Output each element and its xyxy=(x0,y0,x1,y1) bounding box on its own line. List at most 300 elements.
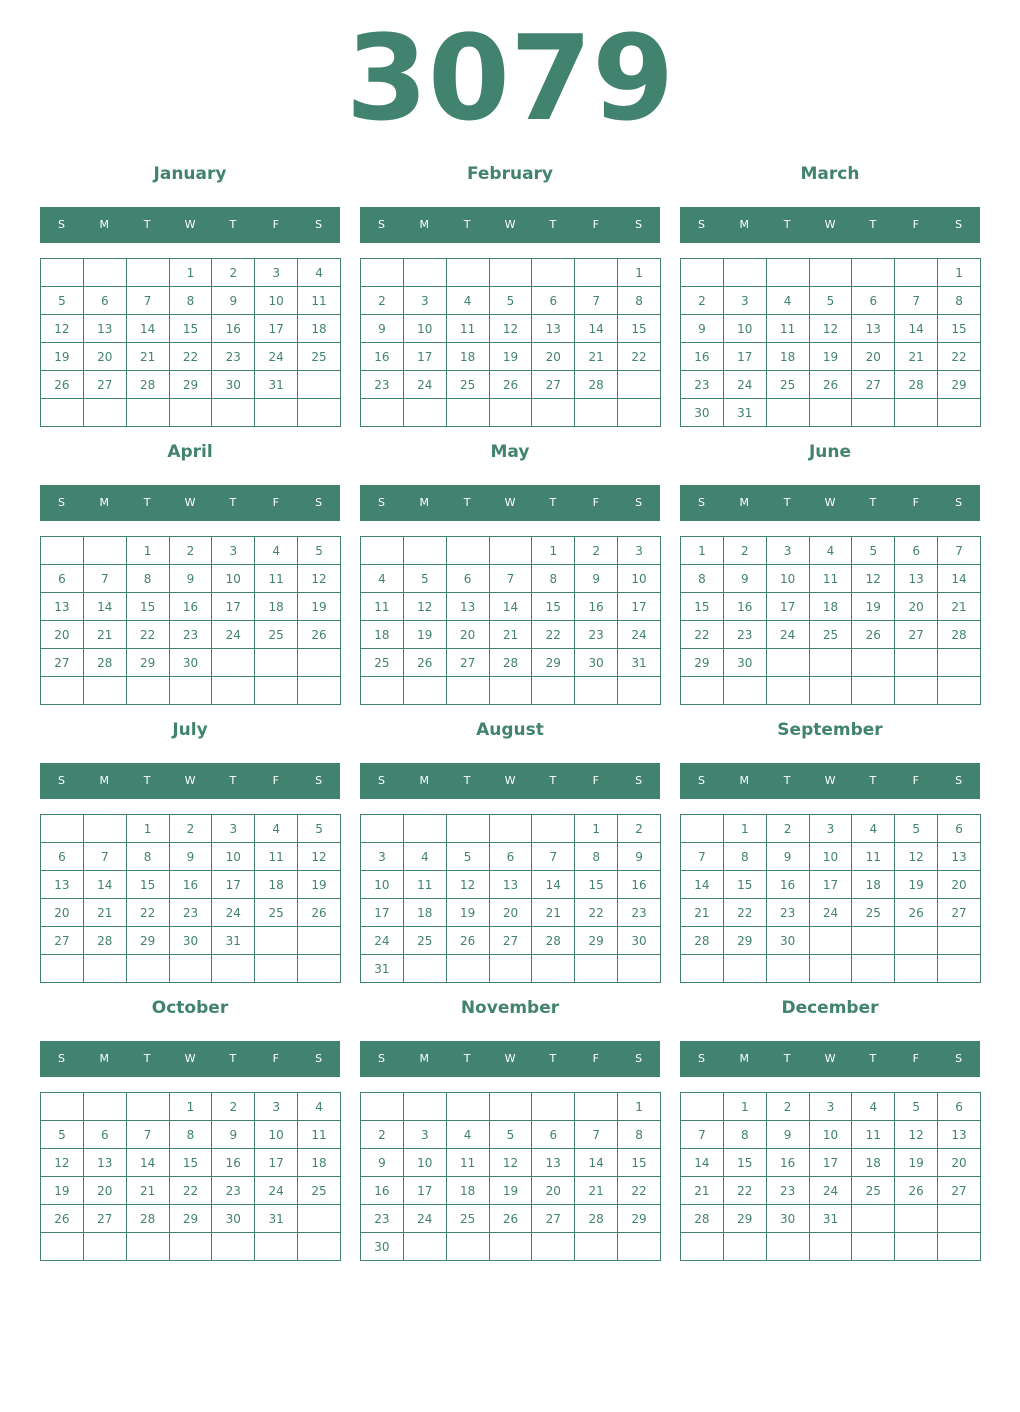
day-cell: 24 xyxy=(403,371,446,399)
day-cell xyxy=(126,1233,169,1261)
day-cell: 25 xyxy=(446,1205,489,1233)
day-cell: 8 xyxy=(169,287,212,315)
day-cell: 5 xyxy=(446,843,489,871)
weekday-label: T xyxy=(463,496,471,509)
day-cell: 15 xyxy=(618,315,661,343)
day-cell: 6 xyxy=(938,1093,981,1121)
day-cell: 4 xyxy=(403,843,446,871)
day-cell: 19 xyxy=(403,621,446,649)
day-cell xyxy=(489,1093,532,1121)
week-row xyxy=(361,1177,661,1205)
week-row xyxy=(41,399,341,427)
day-cell: 23 xyxy=(212,1177,255,1205)
day-cell: 28 xyxy=(489,649,532,677)
day-cell: 10 xyxy=(723,315,766,343)
weekday-label: S xyxy=(377,774,385,787)
day-cell: 21 xyxy=(895,343,938,371)
day-cell xyxy=(895,927,938,955)
day-cell: 11 xyxy=(446,1149,489,1177)
day-cell xyxy=(403,537,446,565)
day-cell: 8 xyxy=(723,843,766,871)
day-cell: 22 xyxy=(618,343,661,371)
week-row xyxy=(41,899,341,927)
week-row xyxy=(681,315,981,343)
week-row xyxy=(681,1121,981,1149)
day-cell xyxy=(575,955,618,983)
weekday-label: T xyxy=(783,774,791,787)
day-cell: 18 xyxy=(255,871,298,899)
week-row xyxy=(41,371,341,399)
day-cell xyxy=(532,677,575,705)
day-cell xyxy=(618,1233,661,1261)
day-cell: 4 xyxy=(852,1093,895,1121)
day-cell: 30 xyxy=(169,649,212,677)
month-title: April xyxy=(167,442,213,462)
day-cell xyxy=(83,537,126,565)
weekday-label: T xyxy=(229,1052,237,1065)
month-june xyxy=(680,438,980,706)
day-cell: 12 xyxy=(895,1121,938,1149)
day-cell: 30 xyxy=(723,649,766,677)
week-row xyxy=(361,649,661,677)
day-cell: 18 xyxy=(809,593,852,621)
day-cell: 23 xyxy=(361,371,404,399)
weekday-label: T xyxy=(869,1052,877,1065)
day-cell: 15 xyxy=(723,871,766,899)
weekday-label: S xyxy=(955,496,963,509)
weekday-label: T xyxy=(143,218,151,231)
day-cell xyxy=(403,677,446,705)
weekday-label: T xyxy=(783,218,791,231)
weekday-label: F xyxy=(272,774,279,787)
day-cell: 31 xyxy=(255,1205,298,1233)
month-title: June xyxy=(808,442,852,462)
day-cell: 10 xyxy=(212,565,255,593)
weekday-label: F xyxy=(912,1052,919,1065)
day-cell xyxy=(361,537,404,565)
day-cell: 15 xyxy=(169,315,212,343)
day-cell: 10 xyxy=(361,871,404,899)
day-cell: 10 xyxy=(255,287,298,315)
day-cell xyxy=(766,677,809,705)
weekday-header xyxy=(40,1041,340,1077)
weekday-label: F xyxy=(912,496,919,509)
week-row xyxy=(41,871,341,899)
day-cell xyxy=(681,259,724,287)
week-row xyxy=(41,343,341,371)
week-row xyxy=(361,287,661,315)
day-cell: 7 xyxy=(126,1121,169,1149)
day-cell: 16 xyxy=(169,871,212,899)
day-cell: 7 xyxy=(681,1121,724,1149)
day-cell xyxy=(575,399,618,427)
day-cell: 2 xyxy=(766,1093,809,1121)
day-cell: 18 xyxy=(298,315,341,343)
day-cell: 9 xyxy=(766,843,809,871)
week-row xyxy=(361,315,661,343)
day-cell xyxy=(895,399,938,427)
day-cell: 24 xyxy=(403,1205,446,1233)
day-cell xyxy=(809,259,852,287)
weekday-label: S xyxy=(697,496,705,509)
day-cell: 1 xyxy=(532,537,575,565)
day-cell: 25 xyxy=(852,899,895,927)
day-cell: 5 xyxy=(41,1121,84,1149)
day-cell: 2 xyxy=(169,537,212,565)
weekday-header xyxy=(680,1041,980,1077)
year-title: 3079 xyxy=(345,9,675,147)
month-april xyxy=(40,438,340,706)
day-cell: 15 xyxy=(532,593,575,621)
week-row xyxy=(41,621,341,649)
day-cell: 18 xyxy=(852,871,895,899)
day-cell xyxy=(361,677,404,705)
day-cell: 16 xyxy=(212,1149,255,1177)
weekday-label: W xyxy=(824,218,836,231)
day-cell: 18 xyxy=(361,621,404,649)
day-cell: 25 xyxy=(255,621,298,649)
day-cell: 13 xyxy=(895,565,938,593)
day-cell: 29 xyxy=(723,1205,766,1233)
day-cell xyxy=(361,1093,404,1121)
day-cell xyxy=(169,399,212,427)
day-cell: 28 xyxy=(575,1205,618,1233)
month-march xyxy=(680,160,980,428)
day-cell: 16 xyxy=(766,1149,809,1177)
day-cell xyxy=(298,1233,341,1261)
day-cell: 19 xyxy=(489,1177,532,1205)
day-cell xyxy=(83,677,126,705)
day-cell: 22 xyxy=(532,621,575,649)
day-cell: 27 xyxy=(532,1205,575,1233)
day-cell: 12 xyxy=(41,1149,84,1177)
month-july xyxy=(40,716,340,984)
day-cell xyxy=(489,1233,532,1261)
day-cell: 14 xyxy=(575,1149,618,1177)
day-cell: 11 xyxy=(403,871,446,899)
day-cell: 7 xyxy=(895,287,938,315)
day-cell: 24 xyxy=(766,621,809,649)
day-cell: 12 xyxy=(298,843,341,871)
day-cell: 22 xyxy=(618,1177,661,1205)
day-cell: 17 xyxy=(255,1149,298,1177)
weekday-header xyxy=(360,207,660,243)
day-cell: 28 xyxy=(575,371,618,399)
week-row xyxy=(361,537,661,565)
day-cell: 30 xyxy=(618,927,661,955)
day-cell xyxy=(126,955,169,983)
day-cell xyxy=(852,677,895,705)
weekday-label: F xyxy=(592,496,599,509)
day-cell: 10 xyxy=(766,565,809,593)
weekday-label: W xyxy=(504,1052,516,1065)
day-cell: 23 xyxy=(618,899,661,927)
day-cell: 24 xyxy=(212,899,255,927)
day-cell xyxy=(41,815,84,843)
day-cell xyxy=(83,955,126,983)
day-cell: 9 xyxy=(361,1149,404,1177)
day-cell: 4 xyxy=(255,815,298,843)
day-cell xyxy=(618,677,661,705)
day-cell: 4 xyxy=(852,815,895,843)
day-cell: 21 xyxy=(575,1177,618,1205)
day-cell: 5 xyxy=(489,1121,532,1149)
day-cell xyxy=(361,259,404,287)
day-grid xyxy=(40,536,341,705)
day-cell: 9 xyxy=(169,843,212,871)
day-cell: 30 xyxy=(575,649,618,677)
day-cell: 17 xyxy=(403,1177,446,1205)
day-cell: 17 xyxy=(212,871,255,899)
day-cell xyxy=(446,955,489,983)
day-cell xyxy=(83,815,126,843)
day-cell: 7 xyxy=(681,843,724,871)
day-cell: 13 xyxy=(41,871,84,899)
day-cell: 11 xyxy=(255,843,298,871)
day-cell: 27 xyxy=(446,649,489,677)
week-row xyxy=(681,677,981,705)
week-row xyxy=(361,871,661,899)
day-cell: 29 xyxy=(532,649,575,677)
day-cell: 5 xyxy=(852,537,895,565)
day-cell: 6 xyxy=(446,565,489,593)
day-cell: 2 xyxy=(212,259,255,287)
week-row xyxy=(361,371,661,399)
week-row xyxy=(41,649,341,677)
day-cell: 2 xyxy=(361,287,404,315)
day-cell xyxy=(938,399,981,427)
day-cell xyxy=(446,815,489,843)
day-cell: 12 xyxy=(895,843,938,871)
day-cell: 15 xyxy=(618,1149,661,1177)
weekday-label: T xyxy=(463,774,471,787)
weekday-label: T xyxy=(783,1052,791,1065)
day-cell: 20 xyxy=(938,871,981,899)
week-row xyxy=(361,343,661,371)
day-cell: 14 xyxy=(83,593,126,621)
day-cell xyxy=(126,399,169,427)
day-cell: 23 xyxy=(766,899,809,927)
day-cell xyxy=(41,259,84,287)
week-row xyxy=(681,899,981,927)
day-cell: 26 xyxy=(41,1205,84,1233)
week-row xyxy=(361,1149,661,1177)
day-cell: 22 xyxy=(126,899,169,927)
weekday-label: S xyxy=(57,774,65,787)
day-cell: 19 xyxy=(895,871,938,899)
day-cell: 22 xyxy=(126,621,169,649)
week-row xyxy=(681,371,981,399)
day-cell xyxy=(489,259,532,287)
day-cell xyxy=(126,259,169,287)
weekday-label: S xyxy=(315,1052,323,1065)
day-cell: 3 xyxy=(403,287,446,315)
day-cell: 21 xyxy=(532,899,575,927)
day-cell: 2 xyxy=(723,537,766,565)
day-cell xyxy=(298,399,341,427)
weekday-label: F xyxy=(272,218,279,231)
weekday-label: S xyxy=(697,218,705,231)
day-cell: 17 xyxy=(618,593,661,621)
day-cell: 10 xyxy=(618,565,661,593)
day-cell xyxy=(41,677,84,705)
day-cell xyxy=(809,955,852,983)
day-cell: 9 xyxy=(766,1121,809,1149)
day-cell: 9 xyxy=(575,565,618,593)
day-cell: 16 xyxy=(575,593,618,621)
week-row xyxy=(681,1149,981,1177)
day-cell: 10 xyxy=(212,843,255,871)
day-cell: 15 xyxy=(938,315,981,343)
day-cell: 11 xyxy=(255,565,298,593)
day-cell: 20 xyxy=(446,621,489,649)
day-cell: 27 xyxy=(83,371,126,399)
day-cell: 31 xyxy=(255,371,298,399)
day-cell: 20 xyxy=(41,621,84,649)
day-grid xyxy=(40,1092,341,1261)
day-cell: 12 xyxy=(809,315,852,343)
day-cell: 2 xyxy=(681,287,724,315)
day-cell: 12 xyxy=(403,593,446,621)
weekday-label: T xyxy=(869,218,877,231)
day-cell: 6 xyxy=(532,287,575,315)
weekday-label: W xyxy=(184,774,196,787)
week-row xyxy=(41,1093,341,1121)
day-cell: 8 xyxy=(126,843,169,871)
day-cell xyxy=(681,1093,724,1121)
day-cell: 19 xyxy=(852,593,895,621)
week-row xyxy=(681,955,981,983)
day-cell xyxy=(255,955,298,983)
weekday-label: S xyxy=(955,774,963,787)
weekday-label: F xyxy=(912,774,919,787)
weekday-label: T xyxy=(549,218,557,231)
weekday-label: S xyxy=(955,218,963,231)
day-cell: 21 xyxy=(575,343,618,371)
day-cell xyxy=(403,1093,446,1121)
day-cell: 7 xyxy=(938,537,981,565)
weekday-label: W xyxy=(504,774,516,787)
day-cell: 27 xyxy=(938,899,981,927)
day-cell: 13 xyxy=(83,1149,126,1177)
weekday-label: M xyxy=(739,496,750,509)
day-cell xyxy=(532,815,575,843)
day-cell: 11 xyxy=(809,565,852,593)
weekday-label: F xyxy=(272,1052,279,1065)
day-cell xyxy=(83,1093,126,1121)
month-title: December xyxy=(781,998,879,1018)
weekday-label: S xyxy=(635,218,643,231)
day-cell xyxy=(895,649,938,677)
day-cell: 7 xyxy=(575,1121,618,1149)
weekday-label: W xyxy=(184,218,196,231)
day-cell xyxy=(723,955,766,983)
day-cell: 25 xyxy=(809,621,852,649)
day-cell: 17 xyxy=(809,1149,852,1177)
day-cell: 14 xyxy=(938,565,981,593)
day-cell: 17 xyxy=(361,899,404,927)
day-cell xyxy=(895,955,938,983)
day-cell: 3 xyxy=(723,287,766,315)
weekday-label: T xyxy=(463,218,471,231)
month-january xyxy=(40,160,340,428)
day-cell: 31 xyxy=(618,649,661,677)
day-cell: 31 xyxy=(723,399,766,427)
week-row xyxy=(681,287,981,315)
day-cell xyxy=(766,1233,809,1261)
day-cell: 21 xyxy=(126,1177,169,1205)
day-cell xyxy=(681,815,724,843)
day-cell: 24 xyxy=(212,621,255,649)
day-cell: 19 xyxy=(41,343,84,371)
day-cell: 15 xyxy=(126,593,169,621)
day-cell xyxy=(361,399,404,427)
day-cell xyxy=(41,1093,84,1121)
day-cell: 4 xyxy=(446,287,489,315)
weekday-label: T xyxy=(229,218,237,231)
day-cell: 31 xyxy=(809,1205,852,1233)
day-grid xyxy=(40,814,341,983)
weekday-label: S xyxy=(697,1052,705,1065)
day-cell: 8 xyxy=(618,1121,661,1149)
day-cell: 11 xyxy=(298,287,341,315)
month-october xyxy=(40,994,340,1262)
day-cell: 27 xyxy=(489,927,532,955)
day-cell: 10 xyxy=(403,315,446,343)
week-row xyxy=(361,1205,661,1233)
day-cell: 23 xyxy=(212,343,255,371)
day-cell: 23 xyxy=(681,371,724,399)
day-cell xyxy=(938,955,981,983)
weekday-label: T xyxy=(869,774,877,787)
month-september xyxy=(680,716,980,984)
day-cell: 12 xyxy=(41,315,84,343)
week-row xyxy=(681,1177,981,1205)
weekday-label: F xyxy=(272,496,279,509)
day-cell: 1 xyxy=(938,259,981,287)
week-row xyxy=(361,593,661,621)
day-cell: 28 xyxy=(126,1205,169,1233)
day-cell xyxy=(723,259,766,287)
day-cell xyxy=(575,677,618,705)
day-cell: 20 xyxy=(83,1177,126,1205)
weekday-header xyxy=(40,763,340,799)
day-cell xyxy=(489,537,532,565)
day-cell: 6 xyxy=(41,843,84,871)
day-cell: 1 xyxy=(126,815,169,843)
day-cell xyxy=(298,677,341,705)
week-row xyxy=(681,259,981,287)
weekday-header xyxy=(680,207,980,243)
day-cell: 2 xyxy=(212,1093,255,1121)
day-cell: 30 xyxy=(212,371,255,399)
day-cell: 5 xyxy=(298,537,341,565)
weekday-label: T xyxy=(229,496,237,509)
weekday-header xyxy=(40,485,340,521)
day-cell: 31 xyxy=(361,955,404,983)
day-cell xyxy=(852,399,895,427)
day-cell xyxy=(255,1233,298,1261)
week-row xyxy=(41,565,341,593)
day-cell: 5 xyxy=(403,565,446,593)
day-cell: 27 xyxy=(938,1177,981,1205)
weekday-header xyxy=(680,485,980,521)
day-cell: 2 xyxy=(169,815,212,843)
day-cell xyxy=(212,1233,255,1261)
week-row xyxy=(41,1205,341,1233)
day-cell: 1 xyxy=(169,259,212,287)
day-cell: 21 xyxy=(83,621,126,649)
